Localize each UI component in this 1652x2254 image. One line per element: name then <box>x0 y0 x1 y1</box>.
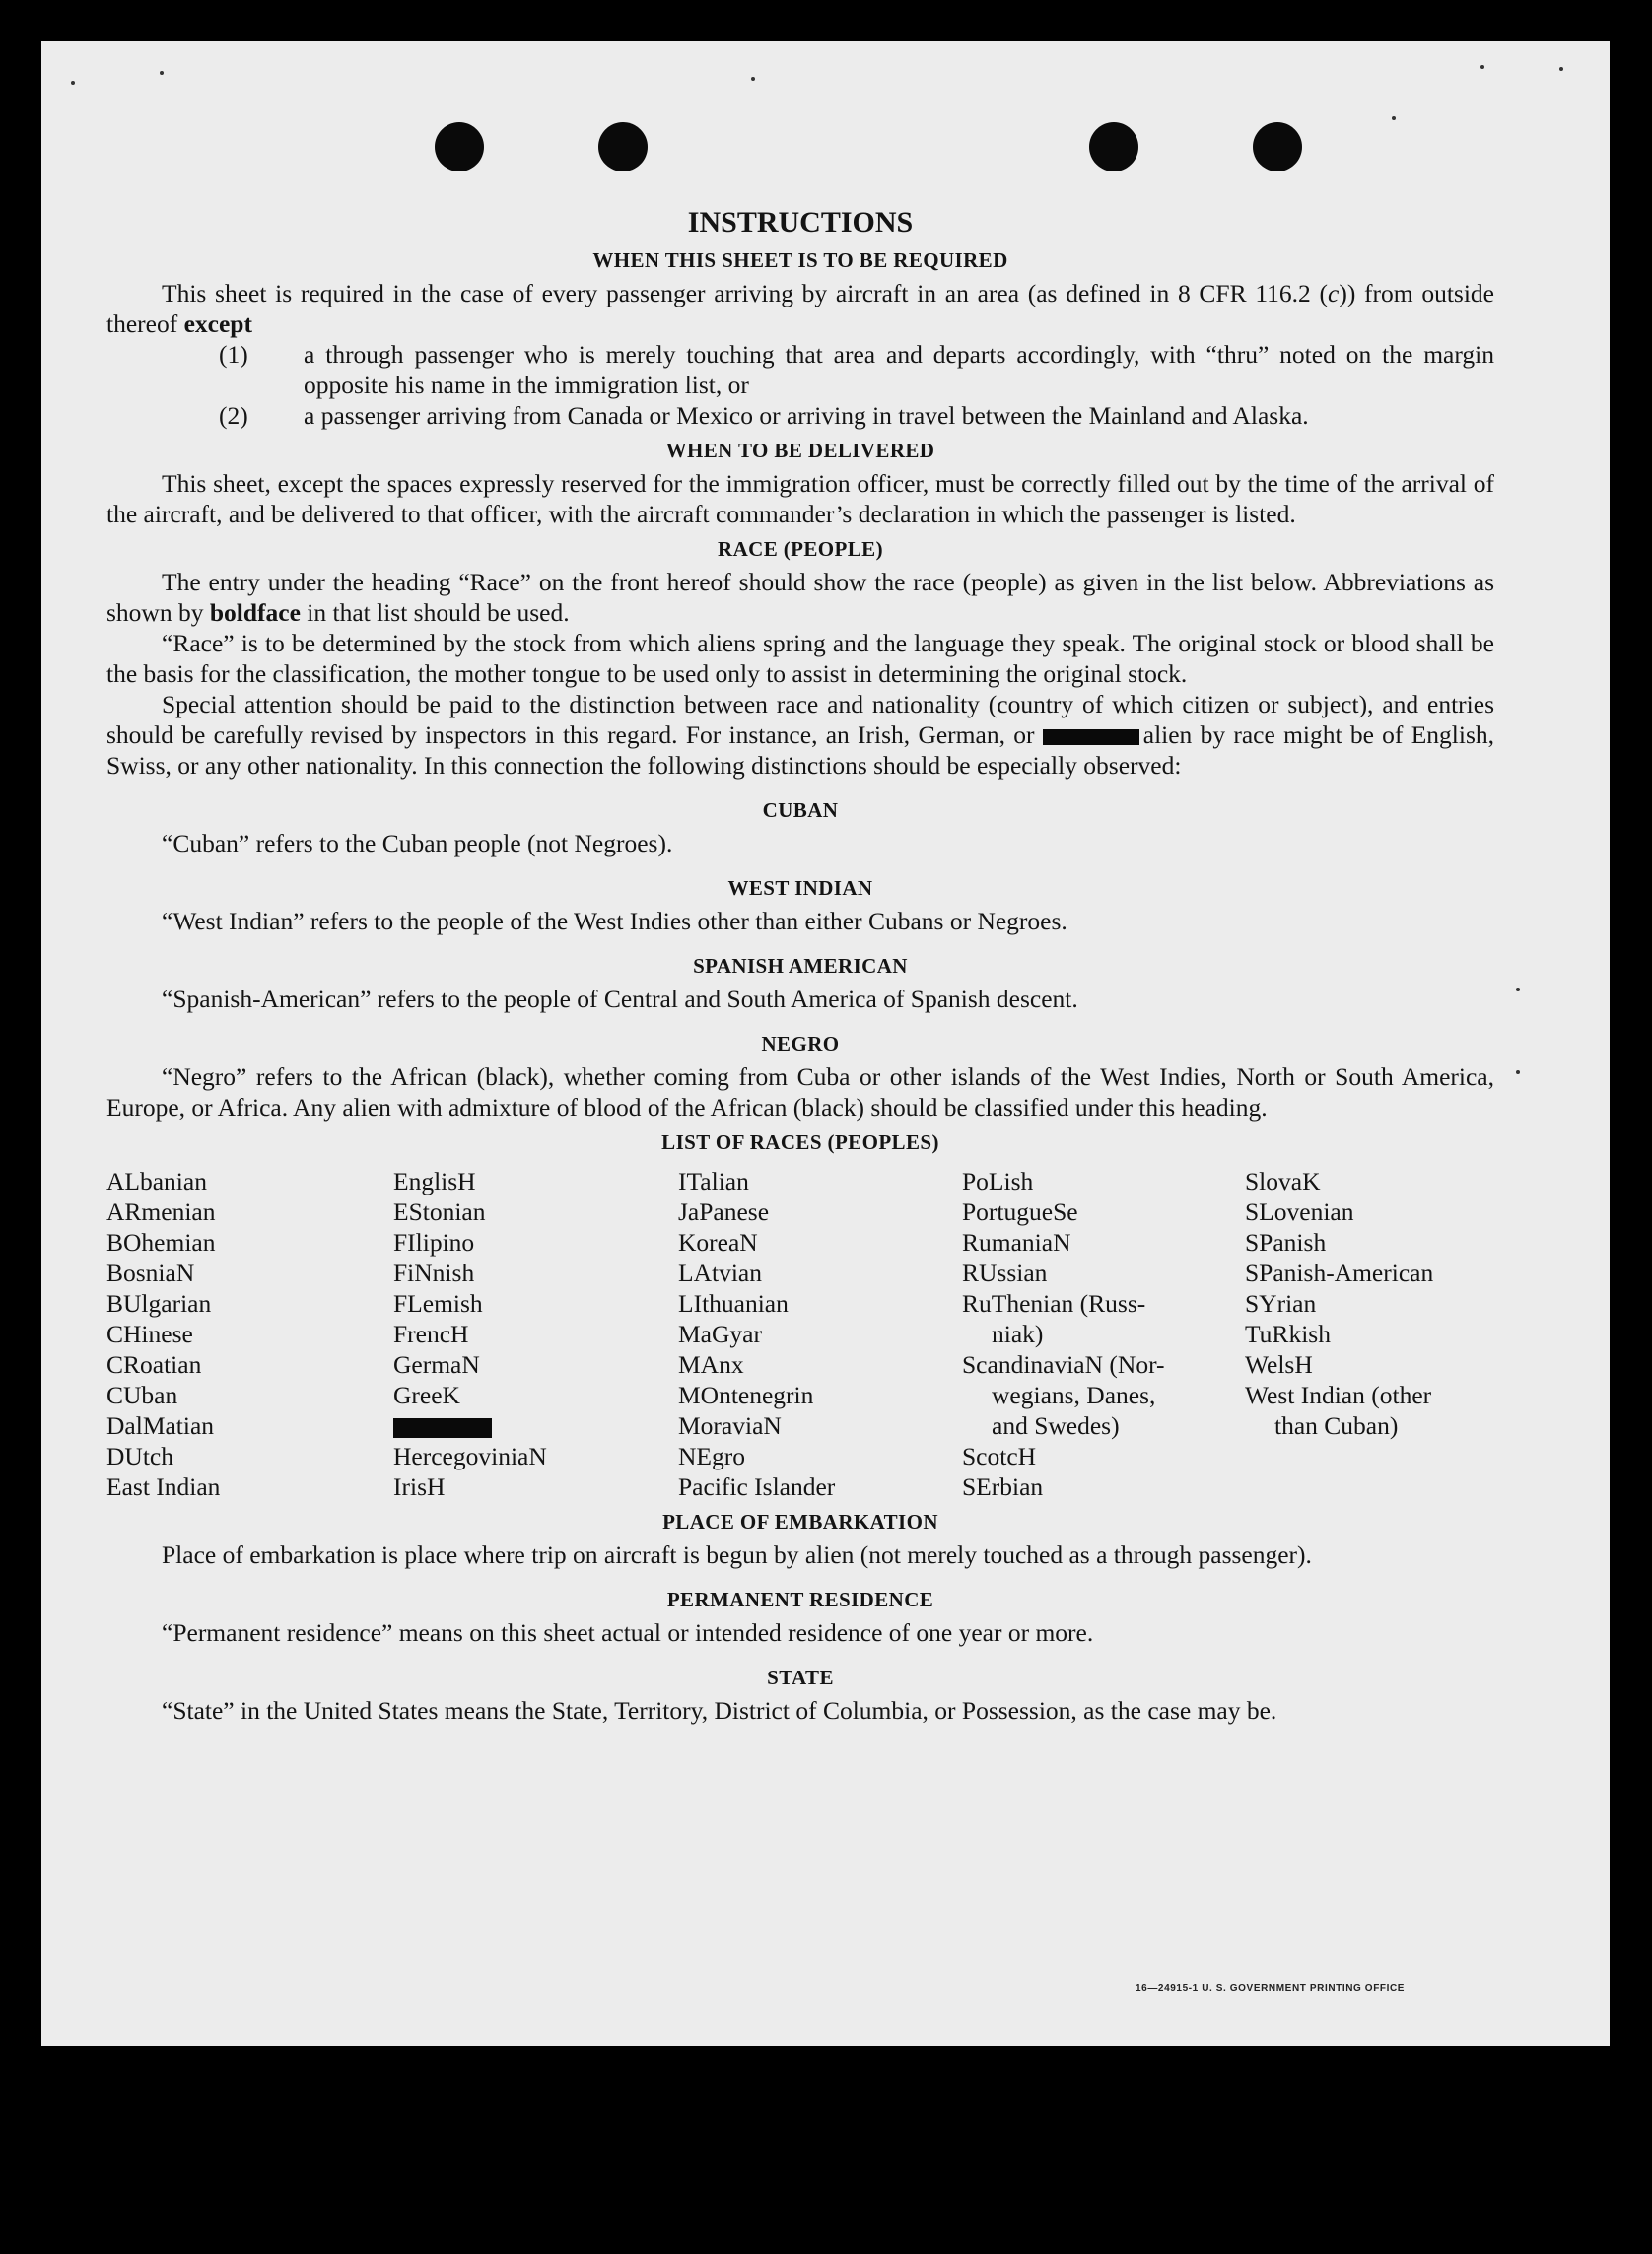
embarkation-heading: PLACE OF EMBARKATION <box>662 1510 938 1534</box>
race-item-redacted <box>393 1410 678 1441</box>
race-item: East Indian <box>106 1472 221 1501</box>
race-item: BOhemian <box>106 1228 216 1257</box>
page-title: INSTRUCTIONS <box>687 206 914 239</box>
residence-text: “Permanent residence” means on this sheet actual or intended residence of one year or more. <box>162 1618 1094 1647</box>
negro-heading: NEGRO <box>761 1032 840 1056</box>
race-item: DUtch <box>106 1442 173 1470</box>
races-list <box>106 1166 1494 1502</box>
race-item: MOntenegrin <box>678 1381 814 1409</box>
race-item: FiNnish <box>393 1259 475 1287</box>
speck <box>1516 1070 1520 1074</box>
race-item: SErbian <box>962 1472 1044 1501</box>
instructions-content <box>106 205 1494 1726</box>
punch-hole <box>435 122 484 171</box>
race-item: BosniaN <box>106 1259 195 1287</box>
state-text: “State” in the United States means the State, Territory, District of Columbia, or Possession, as the case may be. <box>162 1696 1277 1725</box>
race-item: RumaniaN <box>962 1228 1071 1257</box>
race-item: LIthuanian <box>678 1289 789 1318</box>
race-item: ALbanian <box>106 1167 207 1195</box>
races-column-5 <box>1245 1166 1491 1502</box>
race-item: FrencH <box>393 1320 469 1348</box>
race-item: FLemish <box>393 1289 483 1318</box>
cuban-text: “Cuban” refers to the Cuban people (not Negroes). <box>162 829 673 857</box>
residence-heading: PERMANENT RESIDENCE <box>666 1588 934 1611</box>
west-indian-heading: WEST INDIAN <box>727 876 873 900</box>
race-item: CUban <box>106 1381 178 1409</box>
race-item: West Indian (other <box>1245 1381 1432 1409</box>
punch-hole <box>1253 122 1302 171</box>
race-item: PoLish <box>962 1167 1034 1195</box>
race-item: SPanish-American <box>1245 1259 1434 1287</box>
printing-office-code: 16—24915-1 U. S. GOVERNMENT PRINTING OFFICE <box>1136 1983 1406 1994</box>
delivered-text: This sheet, except the spaces expressly reserved for the immigration officer, must be correctly filled out by the time of the arrival of the aircraft, and be delivered to that officer, with the aircraft commander’s declaration in which the passenger is listed. <box>106 469 1494 528</box>
list-of-races-heading: LIST OF RACES (PEOPLES) <box>661 1130 939 1154</box>
race-item: RuThenian (Russ- <box>962 1289 1146 1318</box>
required-item: (1) a through passenger who is merely touching that area and departs accordingly, with “thru” noted on the margin opposite his name in the immigration list, or <box>219 340 1494 399</box>
speck <box>1516 988 1520 991</box>
document-sheet <box>41 41 1610 2046</box>
race-item: MaGyar <box>678 1320 762 1348</box>
punch-hole <box>1089 122 1138 171</box>
race-item: NEgro <box>678 1442 745 1470</box>
race-item: BUlgarian <box>106 1289 212 1318</box>
race-item: DalMatian <box>106 1411 215 1440</box>
required-item: (2) a passenger arriving from Canada or Mexico or arriving in travel between the Mainland and Alaska. <box>219 401 1309 430</box>
race-heading: RACE (PEOPLE) <box>718 537 883 561</box>
race-item: ScotcH <box>962 1442 1037 1470</box>
required-intro: This sheet is required in the case of every passenger arriving by aircraft in an area (as defined in 8 CFR 116.2 (c)) from outside thereof except <box>106 279 1494 338</box>
embarkation-text: Place of embarkation is place where trip on aircraft is begun by alien (not merely touched as a through passenger). <box>162 1540 1312 1569</box>
races-column-3 <box>678 1166 962 1502</box>
spanish-american-heading: SPANISH AMERICAN <box>693 954 908 978</box>
race-item-continued: wegians, Danes, <box>992 1381 1156 1409</box>
west-indian-text: “West Indian” refers to the people of the West Indies other than either Cubans or Negroes. <box>162 907 1067 935</box>
race-paragraph-3: Special attention should be paid to the distinction between race and nationality (country of which citizen or subject), and entries should be carefully revised by inspectors in this regard. For instance, an Irish, German, or alien by race might be of English, Swiss, or any other nationality. In this connection the following distinctions should be especially observed: <box>106 690 1494 780</box>
race-item: CRoatian <box>106 1350 202 1379</box>
race-item: EStonian <box>393 1197 486 1226</box>
race-item-continued: niak) <box>992 1320 1044 1348</box>
race-item: LAtvian <box>678 1259 762 1287</box>
race-item: SlovaK <box>1245 1167 1321 1195</box>
race-item: ITalian <box>678 1167 749 1195</box>
races-column-4 <box>962 1166 1245 1502</box>
race-item: IrisH <box>393 1472 446 1501</box>
race-item: MAnx <box>678 1350 744 1379</box>
race-item: KoreaN <box>678 1228 758 1257</box>
spanish-american-text: “Spanish-American” refers to the people of Central and South America of Spanish descent. <box>162 985 1078 1013</box>
races-column-1 <box>106 1166 393 1502</box>
punch-hole <box>598 122 648 171</box>
race-item: GreeK <box>393 1381 460 1409</box>
race-item-continued: and Swedes) <box>992 1411 1120 1440</box>
race-item: SPanish <box>1245 1228 1327 1257</box>
speck <box>1392 116 1396 120</box>
redaction-mark <box>393 1418 492 1438</box>
race-paragraph-2: “Race” is to be determined by the stock from which aliens spring and the language they speak. The original stock or blood shall be the basis for the classification, the mother tongue to be used only to assist in determining the original stock. <box>106 629 1494 688</box>
race-item: CHinese <box>106 1320 193 1348</box>
race-item: PortugueSe <box>962 1197 1078 1226</box>
race-item: MoraviaN <box>678 1411 782 1440</box>
speck <box>1559 67 1563 71</box>
race-item-continued: than Cuban) <box>1274 1411 1399 1440</box>
speck <box>160 71 164 75</box>
race-item: ScandinaviaN (Nor- <box>962 1350 1165 1379</box>
race-item: SLovenian <box>1245 1197 1354 1226</box>
race-item: EnglisH <box>393 1167 476 1195</box>
speck <box>1480 65 1484 69</box>
race-item: HercegoviniaN <box>393 1442 547 1470</box>
race-item: SYrian <box>1245 1289 1317 1318</box>
delivered-heading: WHEN TO BE DELIVERED <box>665 439 935 462</box>
negro-text: “Negro” refers to the African (black), whether coming from Cuba or other islands of the West Indies, North or South America, Europe, or Africa. Any alien with admixture of blood of the African (black) should be classified under this heading. <box>106 1062 1494 1122</box>
race-item: ARmenian <box>106 1197 216 1226</box>
race-item: TuRkish <box>1245 1320 1331 1348</box>
cuban-heading: CUBAN <box>762 798 839 822</box>
race-paragraph-1: The entry under the heading “Race” on the front hereof should show the race (people) as given in the list below. Abbreviations as shown by boldface in that list should be used. <box>106 568 1494 627</box>
races-column-2 <box>393 1166 678 1502</box>
race-item: RUssian <box>962 1259 1048 1287</box>
state-heading: STATE <box>767 1666 834 1689</box>
speck <box>71 81 75 85</box>
redaction-mark <box>1043 729 1139 745</box>
race-item: FIlipino <box>393 1228 475 1257</box>
race-item: GermaN <box>393 1350 480 1379</box>
speck <box>751 77 755 81</box>
required-heading: WHEN THIS SHEET IS TO BE REQUIRED <box>592 248 1008 272</box>
race-item: Pacific Islander <box>678 1472 836 1501</box>
race-item: WelsH <box>1245 1350 1313 1379</box>
race-item: JaPanese <box>678 1197 770 1226</box>
